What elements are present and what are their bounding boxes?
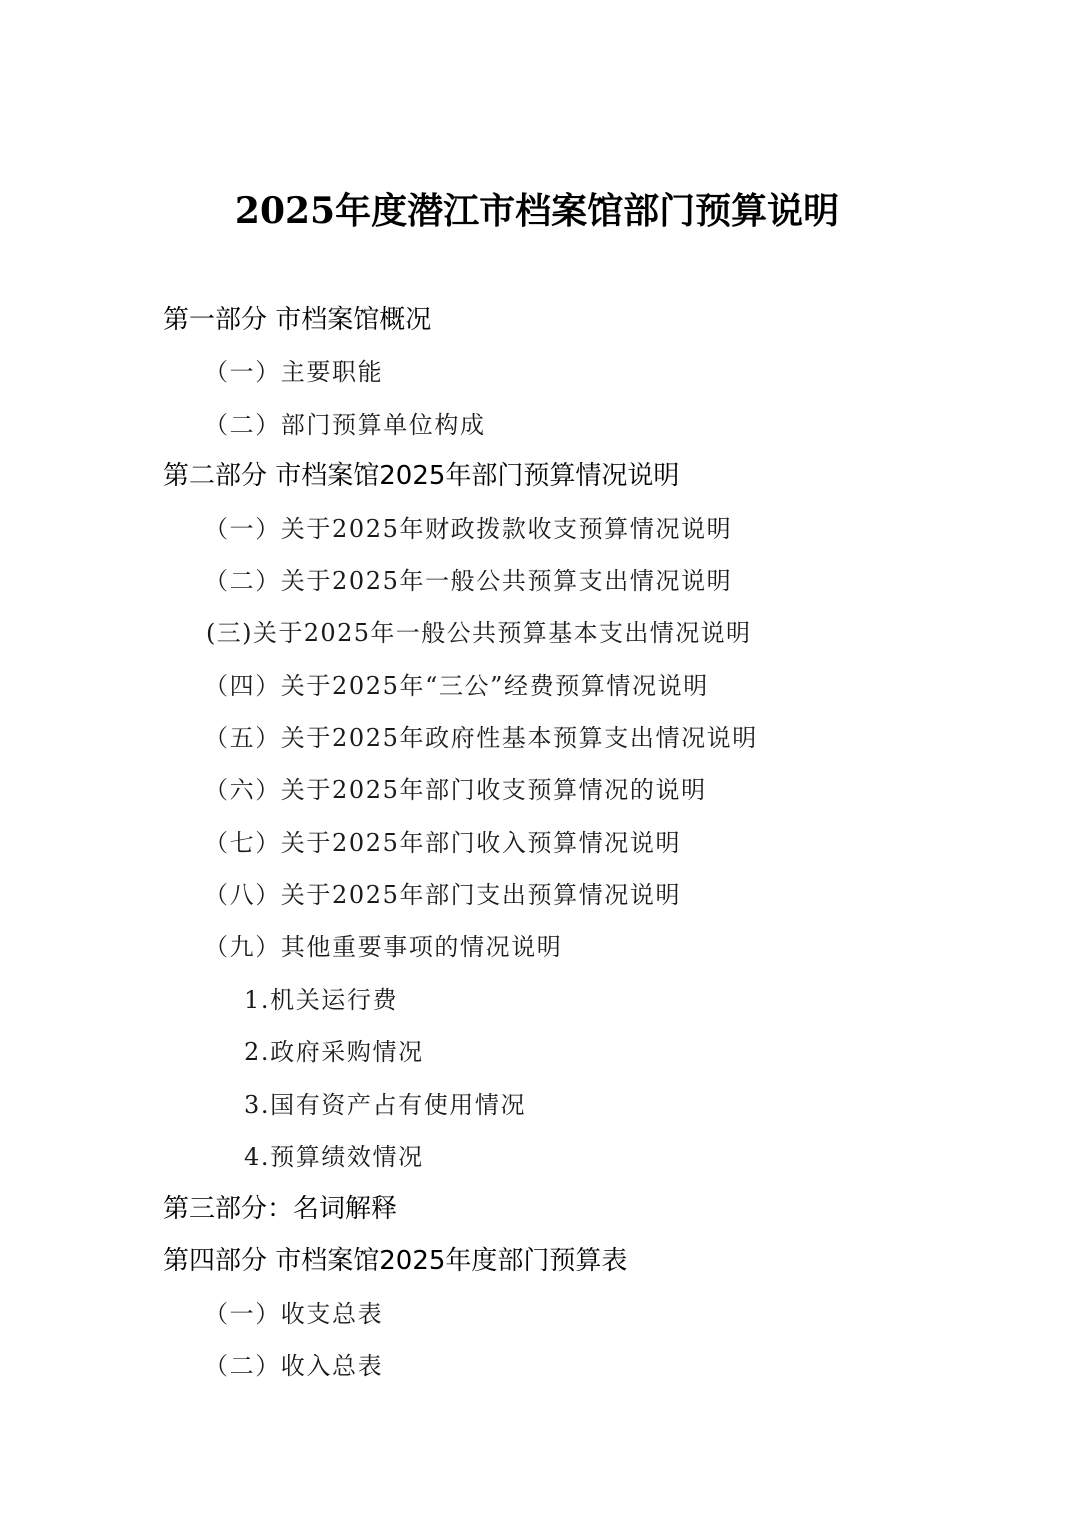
toc-item: （二）关于2025年一般公共预算支出情况说明 (204, 567, 733, 595)
toc-item: （二）收入总表 (204, 1352, 384, 1380)
toc-item: （六）关于2025年部门收支预算情况的说明 (204, 776, 707, 804)
toc-item: （九）其他重要事项的情况说明 (204, 933, 563, 961)
toc-item: （一）关于2025年财政拨款收支预算情况说明 (204, 515, 733, 543)
toc-item: （七）关于2025年部门收入预算情况说明 (204, 829, 682, 857)
toc-item: （四）关于2025年“三公”经费预算情况说明 (204, 672, 709, 700)
part-four-heading: 第四部分 市档案馆2025年度部门预算表 (163, 1246, 628, 1276)
toc-subitem: 4.预算绩效情况 (244, 1143, 424, 1171)
toc-item: （一）收支总表 (204, 1300, 384, 1328)
toc-subitem: 1.机关运行费 (244, 986, 399, 1014)
part-three-heading: 第三部分：名词解释 (163, 1194, 398, 1224)
toc-item: （八）关于2025年部门支出预算情况说明 (204, 881, 682, 909)
toc-subitem: 2.政府采购情况 (244, 1038, 424, 1066)
page-title: 2025年度潜江市档案馆部门预算说明 (234, 190, 840, 232)
part-two-heading: 第二部分 市档案馆2025年部门预算情况说明 (163, 461, 680, 491)
toc-item: （二）部门预算单位构成 (204, 411, 486, 439)
toc-item: （一）主要职能 (204, 358, 384, 386)
part-one-heading: 第一部分 市档案馆概况 (163, 305, 432, 335)
toc-item: （五）关于2025年政府性基本预算支出情况说明 (204, 724, 758, 752)
toc-item: (三)关于2025年一般公共预算基本支出情况说明 (206, 619, 752, 647)
toc-subitem: 3.国有资产占有使用情况 (244, 1091, 527, 1119)
